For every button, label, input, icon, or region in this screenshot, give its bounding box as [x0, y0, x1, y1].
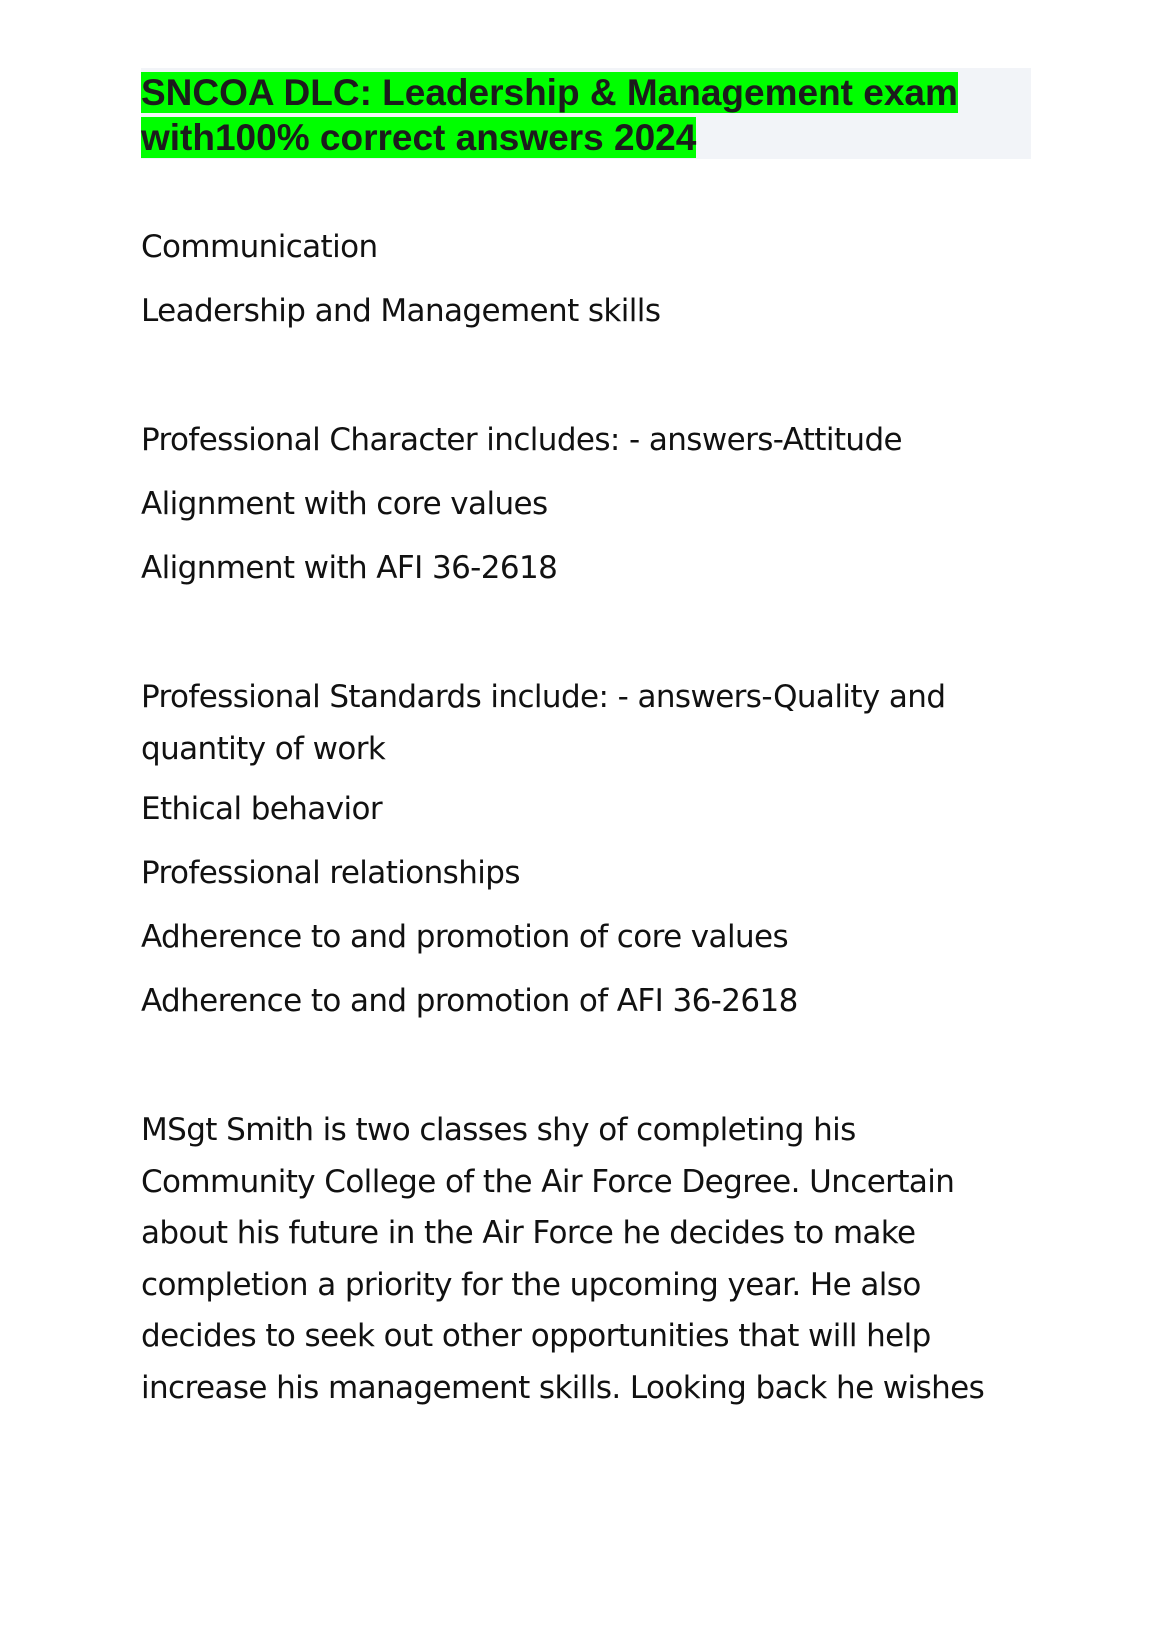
- text-line: Alignment with AFI 36-2618: [141, 550, 558, 586]
- document-title: [141, 70, 1021, 160]
- text-paragraph: Professional Standards include: - answers-Quality and quantity of work: [141, 679, 946, 767]
- text-paragraph: MSgt Smith is two classes shy of completing his Community College of the Air Force Degree. Uncertain about his future in the Air Force he decides to make completion a priority for the upcoming year. He also decides to seek out other opportunities that will help increase his management skills. Looking back he wishes: [141, 1112, 985, 1406]
- text-line: Ethical behavior: [141, 791, 382, 827]
- text-line: Communication: [141, 229, 378, 265]
- text-line: Adherence to and promotion of AFI 36-2618: [141, 983, 798, 1019]
- text-line: Professional relationships: [141, 855, 520, 891]
- title-highlight: SNCOA DLC: Leadership & Management exam with100% correct answers 2024: [141, 72, 958, 158]
- text-line: Alignment with core values: [141, 486, 548, 522]
- text-line: Adherence to and promotion of core values: [141, 919, 789, 955]
- text-line: Leadership and Management skills: [141, 293, 661, 329]
- text-line: Professional Character includes: - answers-Attitude: [141, 422, 903, 458]
